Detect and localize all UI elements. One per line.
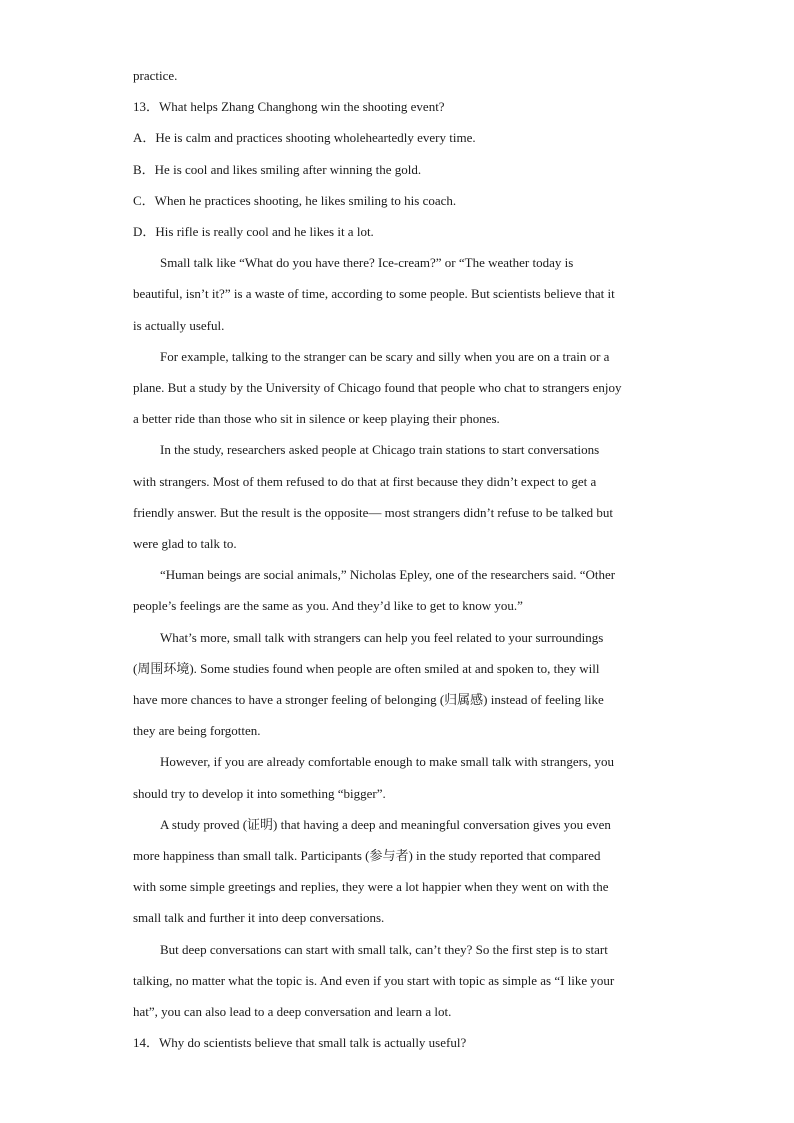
question-13-option-b: B．He is cool and likes smiling after winning the gold. <box>133 161 422 177</box>
document-page <box>133 60 663 1059</box>
passage-p5-line: What’s more, small talk with strangers can help you feel related to your surroundings <box>160 629 604 645</box>
passage-p4-line: “Human beings are social animals,” Nicholas Epley, one of the researchers said. “Other <box>160 567 616 583</box>
passage-p1-line: Small talk like “What do you have there? Ice-cream?” or “The weather today is <box>160 255 574 271</box>
passage-p1-line: is actually useful. <box>133 317 225 333</box>
passage-p3-line: with strangers. Most of them refused to do that at first because they didn’t expect to get a <box>133 473 597 489</box>
passage-p7-line: more happiness than small talk. Participants (参与者) in the study reported that compared <box>133 848 601 864</box>
passage-p2-line: plane. But a study by the University of Chicago found that people who chat to strangers enjoy <box>133 380 622 396</box>
question-13-option-a: A．He is calm and practices shooting wholeheartedly every time. <box>133 130 476 146</box>
question-13-option-d: D．His rifle is really cool and he likes it a lot. <box>133 224 374 240</box>
question-13-tail: practice. <box>133 68 178 83</box>
passage-p4-line: people’s feelings are the same as you. And they’d like to get to know you.” <box>133 598 523 614</box>
passage-p3-line: In the study, researchers asked people at Chicago train stations to start conversations <box>160 442 600 458</box>
passage-p6-line: should try to develop it into something “bigger”. <box>133 785 386 801</box>
passage-p6-line: However, if you are already comfortable enough to make small talk with strangers, you <box>160 754 614 770</box>
passage-p2-line: For example, talking to the stranger can be scary and silly when you are on a train or a <box>160 348 610 364</box>
question-13-option-c: C．When he practices shooting, he likes smiling to his coach. <box>133 192 457 208</box>
passage-p7-line: small talk and further it into deep conversations. <box>133 910 385 926</box>
passage-p7-line: A study proved (证明) that having a deep and meaningful conversation gives you even <box>160 816 611 832</box>
passage-p8-line: talking, no matter what the topic is. And even if you start with topic as simple as “I like your <box>133 972 615 988</box>
passage-p8-line: hat”, you can also lead to a deep conversation and learn a lot. <box>133 1004 452 1020</box>
passage-p7-line: with some simple greetings and replies, they were a lot happier when they went on with the <box>133 879 609 895</box>
passage-p2-line: a better ride than those who sit in silence or keep playing their phones. <box>133 411 500 427</box>
passage-p3-line: were glad to talk to. <box>133 536 237 552</box>
passage-p5-line: (周围环境). Some studies found when people are often smiled at and spoken to, they will <box>133 660 600 676</box>
passage-p5-line: have more chances to have a stronger feeling of belonging (归属感) instead of feeling like <box>133 692 604 708</box>
question-14-stem: 14．Why do scientists believe that small talk is actually useful? <box>133 1035 467 1051</box>
question-13-stem: 13．What helps Zhang Changhong win the shooting event? <box>133 99 445 115</box>
passage-p5-line: they are being forgotten. <box>133 723 261 739</box>
passage-p3-line: friendly answer. But the result is the opposite— most strangers didn’t refuse to be talked but <box>133 504 613 520</box>
passage-p8-line: But deep conversations can start with small talk, can’t they? So the first step is to start <box>160 941 608 957</box>
passage-p1-line: beautiful, isn’t it?” is a waste of time, according to some people. But scientists believe that it <box>133 286 615 302</box>
